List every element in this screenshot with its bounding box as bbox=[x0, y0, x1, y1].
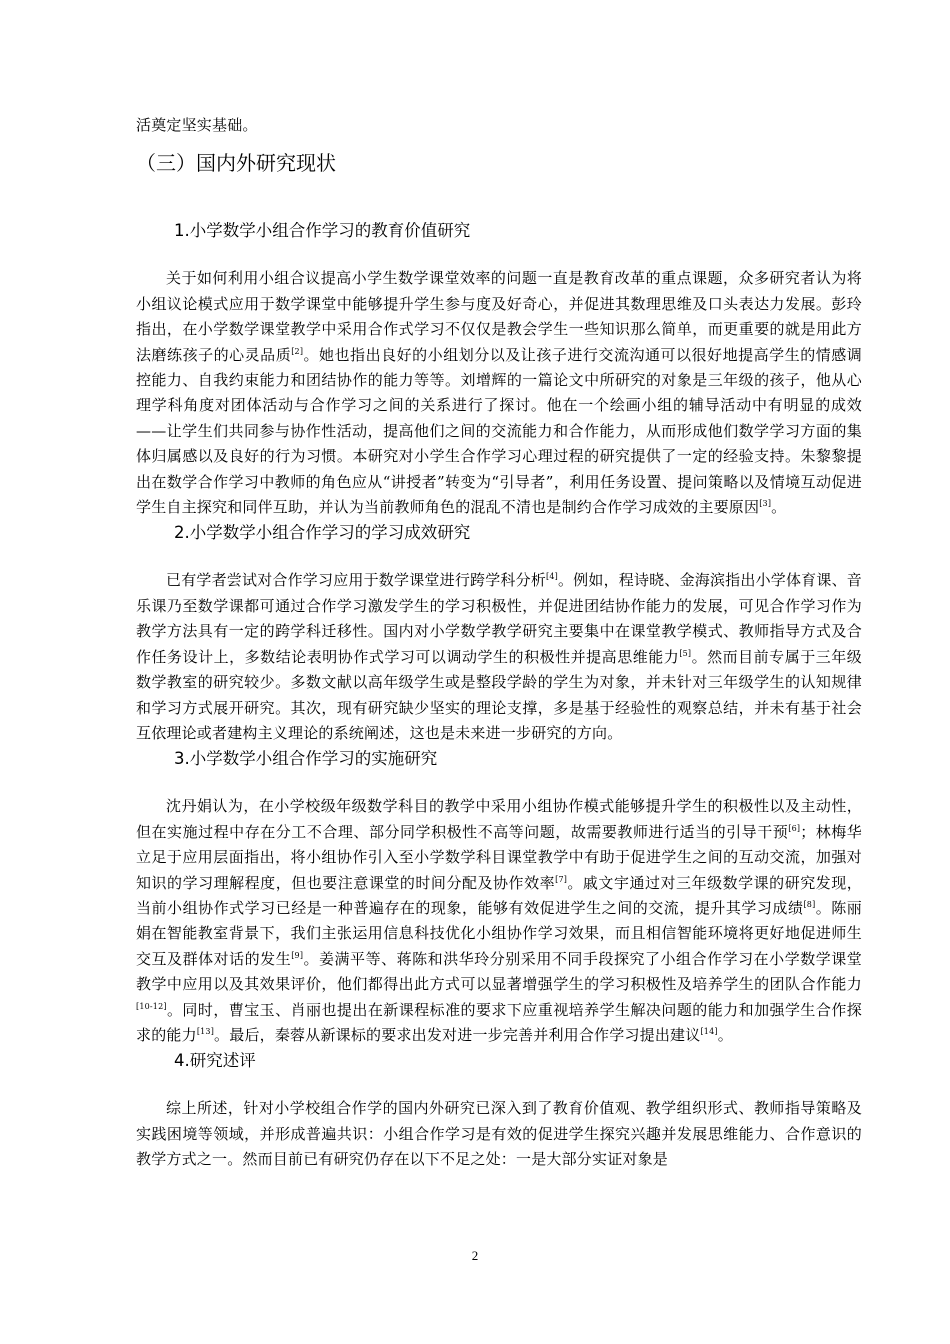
paragraph-continuation: 活奠定坚实基础。 bbox=[136, 116, 258, 134]
citation-ref: [2] bbox=[291, 346, 304, 356]
page-number: 2 bbox=[471, 1248, 479, 1263]
subsection-heading-2: 2.小学数学小组合作学习的学习成效研究 bbox=[174, 523, 471, 543]
spacer bbox=[136, 244, 862, 266]
page-content bbox=[136, 113, 862, 1173]
spacer bbox=[136, 178, 862, 218]
citation-ref: [10-12] bbox=[136, 1001, 167, 1011]
subsection-heading-1: 1.小学数学小组合作学习的教育价值研究 bbox=[174, 221, 471, 241]
citation-ref: [9] bbox=[291, 950, 304, 960]
citation-ref: [3] bbox=[759, 499, 772, 509]
spacer bbox=[136, 1074, 862, 1096]
section-heading: （三）国内外研究现状 bbox=[136, 151, 336, 176]
citation-ref: [6] bbox=[788, 823, 801, 833]
spacer bbox=[136, 772, 862, 794]
spacer bbox=[136, 546, 862, 568]
subsection-heading-3: 3.小学数学小组合作学习的实施研究 bbox=[174, 749, 438, 769]
paragraph-implementation: 沈丹娟认为，在小学校级年级数学科目的教学中采用小组协作模式能够提升学生的积极性以及主动性，但在实施过程中存在分工不合理、部分同学积极性不高等问题，故需要教师进行适当的引导干预[6]；林梅华立足于应用层面指出，将小组协作引入至小学数学科目课堂教学中有助于促进学生之间的互动交流，加强对知识的学习理解程度，但也要注意课堂的时间分配及协作效率[7]。戚文宇通过对三年级数学课的研究发现，当前小组协作式学习已经是一种普遍存在的现象，能够有效促进学生之间的交流，提升其学习成绩[8]。陈丽娟在智能教室背景下，我们主张运用信息科技优化小组协作学习效果，而且相信智能环境将更好地促进师生交互及群体对话的发生[9]。姜满平等、蒋陈和洪华玲分别采用不同手段探究了小组合作学习在小学数学课堂教学中应用以及其效果评价，他们都得出此方式可以显著增强学生的学习积极性及培养学生的团队合作能力[10-12]。同时，曹宝玉、肖丽也提出在新课程标准的要求下应重视培养学生解决问题的能力和加强学生合作探求的能力[13]。最后，秦蓉从新课标的要求出发对进一步完善并利用合作学习提出建议[14]。 bbox=[136, 797, 862, 1044]
citation-ref: [8] bbox=[803, 899, 816, 909]
paragraph-educational-value: 关于如何利用小组合议提高小学生数学课堂效率的问题一直是教育改革的重点课题，众多研究者认为将小组议论模式应用于数学课堂中能够提升学生参与度及好奇心，并促进其数理思维及口头表达力发展。彭玲指出，在小学数学课堂教学中采用合作式学习不仅仅是教会学生一些知识那么简单，而更重要的就是用此方法磨练孩子的心灵品质[2]。她也指出良好的小组划分以及让孩子进行交流沟通可以很好地提高学生的情感调控能力、自我约束能力和团结协作的能力等等。刘增辉的一篇论文中所研究的对象是三年级的孩子，他从心理学科角度对团体活动与合作学习之间的关系进行了探讨。他在一个绘画小组的辅导活动中有明显的成效——让学生们共同参与协作性活动，提高他们之间的交流能力和合作能力，从而形成他们数学学习方面的集体归属感以及良好的行为习惯。本研究对小学生合作学习心理过程的研究提供了一定的经验支持。朱黎黎提出在数学合作学习中教师的角色应从“讲授者”转变为“引导者”，利用任务设置、提问策略以及情境互动促进学生自主探究和同伴互助，并认为当前教师角色的混乱不清也是制约合作学习成效的主要原因[3]。 bbox=[136, 269, 862, 517]
citation-ref: [4] bbox=[546, 572, 558, 582]
subsection-heading-4: 4.研究述评 bbox=[174, 1051, 256, 1071]
citation-ref: [14] bbox=[700, 1026, 718, 1036]
paragraph-review: 综上所述，针对小学校组合作学的国内外研究已深入到了教育价值观、教学组织形式、教师指导策略及实践困境等领域，并形成普遍共识：小组合作学习是有效的促进学生探究兴趣并发展思维能力、合作意识的教学方式之一。然而目前已有研究仍存在以下不足之处：一是大部分实证对象是 bbox=[136, 1099, 862, 1169]
citation-ref: [7] bbox=[555, 874, 568, 884]
citation-ref: [5] bbox=[679, 648, 692, 658]
citation-ref: [13] bbox=[196, 1026, 215, 1036]
paragraph-learning-outcomes: 已有学者尝试对合作学习应用于数学课堂进行跨学科分析[4]。例如，程诗晓、金海滨指出小学体育课、音乐课乃至数学课都可通过合作学习激发学生的学习积极性，并促进团结协作能力的发展，可见合作学习作为教学方法具有一定的跨学科迁移性。国内对小学数学教学研究主要集中在课堂教学模式、教师指导方式及合作任务设计上，多数结论表明协作式学习可以调动学生的积极性并提高思维能力[5]。然而目前专属于三年级数学教室的研究较少。多数文献以高年级学生或是整段学龄的学生为对象，并未针对三年级学生的认知规律和学习方式展开研究。其次，现有研究缺少坚实的理论支撑，多是基于经验性的观察总结，并未有基于社会互依理论或者建构主义理论的系统阐述，这也是未来进一步研究的方向。 bbox=[136, 571, 863, 742]
